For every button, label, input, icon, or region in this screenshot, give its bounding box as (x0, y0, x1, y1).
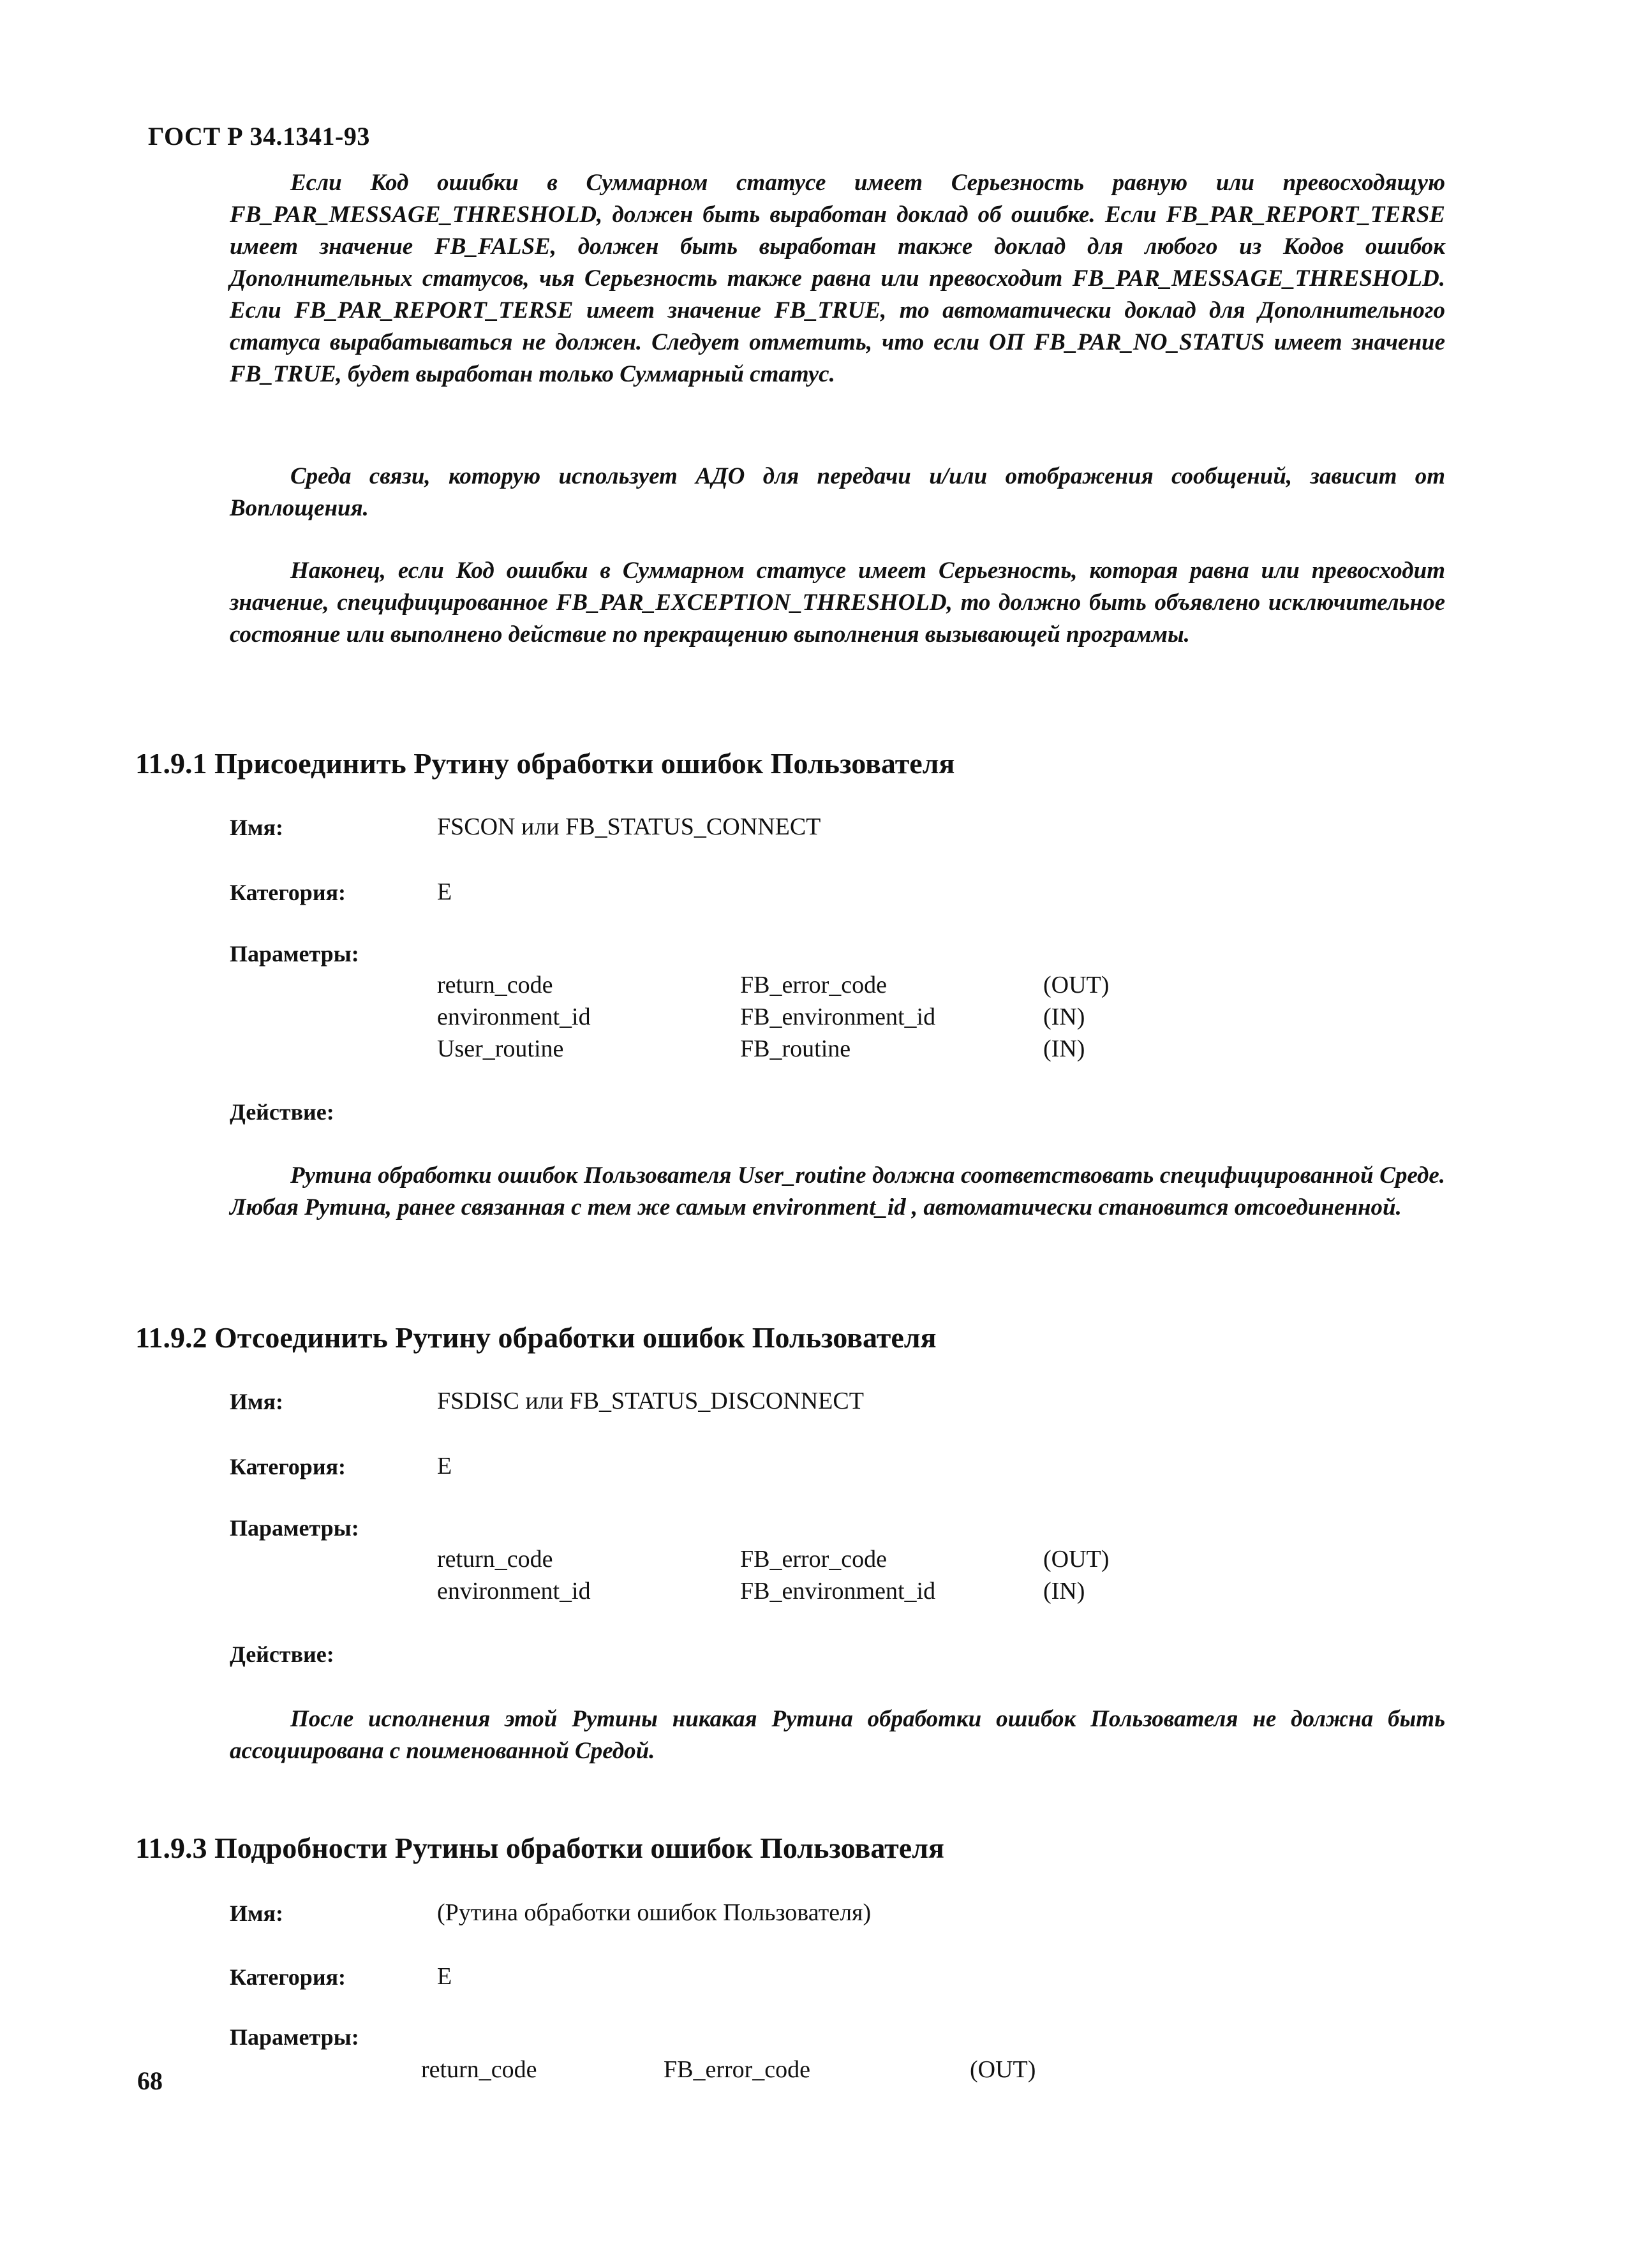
category-label: Категория: (230, 1454, 346, 1479)
action-label: Действие: (230, 1099, 334, 1125)
section-title-11-9-2: 11.9.2 Отсоединить Рутину обработки ошибок Пользователя (135, 1321, 937, 1354)
parameter-name: environment_id (437, 1004, 591, 1030)
section-title-11-9-3: 11.9.3 Подробности Рутины обработки ошибок Пользователя (135, 1832, 944, 1864)
parameter-direction: (IN) (1043, 1035, 1085, 1062)
parameter-direction: (IN) (1043, 1578, 1085, 1605)
parameter-type: FB_environment_id (740, 1578, 936, 1605)
name-label: Имя: (230, 1901, 283, 1926)
parameter-type: FB_error_code (740, 972, 888, 998)
parameters-label: Параметры: (230, 2024, 359, 2050)
category-label: Категория: (230, 1964, 346, 1990)
intro-paragraph-2: Среда связи, которую использует АДО для передачи и/или отображения сообщений, зависит от Воплощения. (230, 463, 1445, 521)
parameter-name: return_code (437, 1546, 553, 1573)
name-label: Имя: (230, 1389, 283, 1414)
category-value: E (437, 878, 452, 905)
running-head: ГОСТ Р 34.1341-93 (148, 122, 370, 151)
routine-name: (Рутина обработки ошибок Пользователя) (437, 1899, 872, 1926)
parameter-name: return_code (421, 2056, 537, 2083)
action-label: Действие: (230, 1642, 334, 1667)
parameter-type: FB_environment_id (740, 1004, 936, 1030)
intro-paragraph-1: Если Код ошибки в Суммарном статусе имеет Серьезность равную или превосходящую FB_PAR_MESSAGE_THRESHOLD, должен быть выработан доклад об ошибке. Если FB_PAR_REPORT_TERSE имеет значение FB_FALSE, должен быть выработан также доклад для любого из Кодов ошибок Дополнительных статусов, чья Серьезность также равна или превосходит FB_PAR_MESSAGE_THRESHOLD. Если FB_PAR_REPORT_TERSE имеет значение FB_TRUE, то автоматически доклад для Дополнительного статуса вырабатываться не должен. Следует отметить, что если ОП FB_PAR_NO_STATUS имеет значение FB_TRUE, будет выработан только Суммарный статус. (230, 170, 1445, 387)
parameter-type: FB_error_code (740, 1546, 888, 1573)
parameter-direction: (OUT) (1043, 1546, 1110, 1573)
intro-paragraph-3: Наконец, если Код ошибки в Суммарном статусе имеет Серьезность, которая равна или превосходит значение, специфицированное FB_PAR_EXCEPTION_THRESHOLD, то должно быть объявлено исключительное состояние или выполнено действие по прекращению выполнения вызывающей программы. (230, 558, 1445, 648)
parameter-name: return_code (437, 972, 553, 998)
page-number: 68 (137, 2066, 163, 2095)
action-text: После исполнения этой Рутины никакая Рутина обработки ошибок Пользователя не должна быть ассоциирована с поименованной Средой. (230, 1706, 1445, 1764)
parameters-label: Параметры: (230, 941, 359, 967)
parameter-name: environment_id (437, 1578, 591, 1605)
category-label: Категория: (230, 880, 346, 905)
category-value: E (437, 1453, 452, 1479)
action-text: Рутина обработки ошибок Пользователя User_routine должна соответствовать специфицированной Среде. Любая Рутина, ранее связанная с тем же самым environment_id , автоматически становится отсоединенной. (230, 1162, 1445, 1220)
parameters-label: Параметры: (230, 1515, 359, 1541)
parameter-type: FB_routine (740, 1035, 851, 1062)
routine-name: FSDISC или FB_STATUS_DISCONNECT (437, 1388, 864, 1414)
parameter-direction: (IN) (1043, 1004, 1085, 1030)
parameter-name: User_routine (437, 1035, 564, 1062)
name-label: Имя: (230, 815, 283, 840)
section-title-11-9-1: 11.9.1 Присоединить Рутину обработки ошибок Пользователя (135, 747, 955, 780)
parameter-type: FB_error_code (664, 2056, 811, 2083)
routine-name: FSCON или FB_STATUS_CONNECT (437, 813, 821, 840)
parameter-direction: (OUT) (970, 2056, 1036, 2083)
category-value: E (437, 1963, 452, 1990)
parameter-direction: (OUT) (1043, 972, 1110, 998)
